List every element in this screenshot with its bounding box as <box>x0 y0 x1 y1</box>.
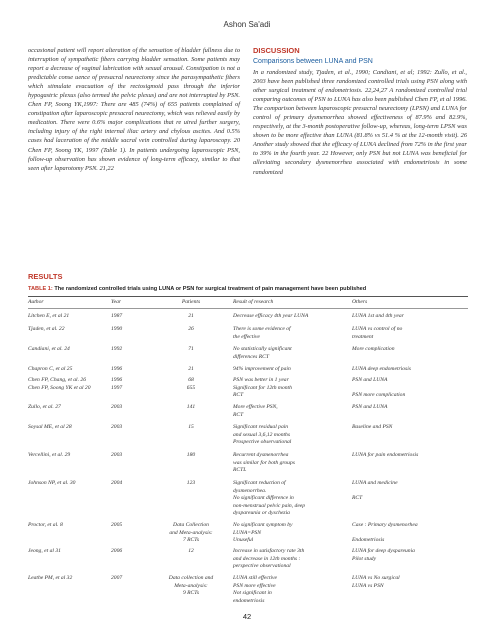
table-caption <box>28 286 468 292</box>
cell-patients: 21 <box>188 313 194 319</box>
discussion-heading: DISCUSSION <box>253 46 300 55</box>
cell-others: LUNA vs control of no treatment <box>352 326 403 340</box>
cell-others: LUNA 1st and 4th year <box>352 313 404 319</box>
cell-patients: 21 <box>188 366 194 372</box>
cell-year: 1996 1997 <box>111 377 123 391</box>
cell-year: 2003 <box>111 452 123 458</box>
cell-author: Tjaden, et al. 22 <box>28 326 65 332</box>
discussion-subheading: Comparisons between LUNA and PSN <box>253 58 373 65</box>
cell-result: Decrease efficacy 4th year LUNA <box>233 313 309 319</box>
table-header-result: Result of research <box>233 299 274 305</box>
cell-year: 2007 <box>111 575 123 581</box>
table-caption-text: The randomized controlled trials using LUNA or PSN for surgical treatment of pain management have been published <box>54 286 367 292</box>
cell-others: Case : Primary dysmenorhea Endometriosis <box>352 522 418 544</box>
running-header: Ashon Sa'adi <box>223 20 271 29</box>
cell-result: PSN was better in 1 year Significant for 12th month RCT <box>233 377 292 399</box>
cell-author: Proctor, et al. 8 <box>28 522 63 528</box>
cell-patients: 26 <box>188 326 194 332</box>
cell-result: No significant symptom by LUNA=PSN Unuseful <box>233 522 293 544</box>
cell-year: 2003 <box>111 404 123 410</box>
cell-result: 94% improvement of pain <box>233 366 291 372</box>
cell-patients: 180 <box>186 452 196 458</box>
cell-author: Zullo, et al. 27 <box>28 404 61 410</box>
cell-result: Increase in satisfactory rate 3th and decrease in 12th months : perspective observational <box>233 548 305 570</box>
cell-author: Soysal ME, et al 28 <box>28 424 72 430</box>
cell-result: There is some evidence of the effective <box>233 326 291 340</box>
table-header-author: Author <box>28 299 44 305</box>
table-label: TABLE 1: <box>28 286 53 292</box>
cell-result: Significant reduction of dysmenorrhea. No significant difference in non-menstrual pelvic pain, deep dyspareunia or dyschezia <box>233 480 306 517</box>
cell-author: Chen FP, Chang, et al. 26 Chen FP, Soong YK et al 20 <box>28 377 91 391</box>
right-column <box>253 46 467 177</box>
cell-year: 1992 <box>111 346 123 352</box>
cell-others: More complication <box>352 346 395 352</box>
cell-year: 1987 <box>111 313 123 319</box>
cell-patients: 12 <box>188 548 194 554</box>
cell-others: LUNA for deep dyspareunia Pilot study <box>352 548 415 562</box>
cell-patients: 71 <box>188 346 194 352</box>
cell-others: LUNA and medicine RCT <box>352 480 398 502</box>
cell-others: LUNA deep endometriosis <box>352 366 411 372</box>
cell-patients: 123 <box>186 480 196 486</box>
table-header-year: Year <box>111 299 122 305</box>
cell-others: PSN and LUNA PSN more complication <box>352 377 406 399</box>
cell-others: Baseline and PSN <box>352 424 393 430</box>
cell-author: Candiani, et al. 24 <box>28 346 70 352</box>
cell-author: Leathe PM, et al 32 <box>28 575 73 581</box>
table-header-others: Others <box>352 299 368 305</box>
left-column <box>28 46 240 173</box>
cell-year: 2005 <box>111 522 123 528</box>
cell-patients: Data collection and Meta-analysis: 9 RCTs <box>168 575 214 597</box>
cell-others: PSN and LUNA <box>352 404 388 410</box>
cell-author: Chapron C, et al 25 <box>28 366 73 372</box>
cell-year: 2004 <box>111 480 123 486</box>
cell-author: Johnson NP, et al. 30 <box>28 480 76 486</box>
cell-author: Jeong, et al 31 <box>28 548 61 554</box>
cell-others: LUNA for pain endometriosis <box>352 452 419 458</box>
cell-patients: 15 <box>188 424 194 430</box>
cell-result: More effective PSN, RCT <box>233 404 278 418</box>
cell-patients: Data Collection and Meta-analysis: 7 RCTs <box>169 522 213 544</box>
table-header-patients: Patients <box>181 299 201 305</box>
table-header-rule <box>28 308 468 309</box>
cell-author: Vercellini, et al. 29 <box>28 452 71 458</box>
cell-year: 1990 <box>111 326 123 332</box>
table-top-rule <box>28 296 468 297</box>
cell-others: LUNA vs No surgical LUNA vs PSN <box>352 575 400 589</box>
page-number: 42 <box>242 612 252 621</box>
cell-patients: 141 <box>186 404 196 410</box>
cell-result: Recurrent dysmenorrhea was similar for both groups RCTL <box>233 452 295 474</box>
cell-year: 1996 <box>111 366 123 372</box>
cell-author: Litchen E, et al 21 <box>28 313 70 319</box>
cell-year: 2006 <box>111 548 123 554</box>
results-heading: RESULTS <box>28 272 63 281</box>
cell-patients: 68 655 <box>186 377 196 391</box>
cell-year: 2003 <box>111 424 123 430</box>
cell-result: LUNA still effective PSN more effective Not significant in endometriosis <box>233 575 278 604</box>
cell-result: No statistically significant differences RCT <box>233 346 292 360</box>
cell-result: Significant residual pain and sexual 3,6,12 months Prospective observational <box>233 424 292 446</box>
right-column-text: In a randomized study, Tjaden, et al., 1990; Candiani, et al; 1992: Zullo, et al., 2003 have been published three randomized controlled trials using PSN along with other surgical treatment of endometriosis. 22,24,27 A randomized controlled trial comparing outcomes of PSN to LUNA has also been published Chen FP, et al 1996. The comparison between laparoscopic presacral neurectomy (LPSN) and LUNA for control of primary dysmenorrhea showed effectiveness of 87.9% and 82.9%, respectively, at the 3-month postoperative follow-up, whereas, long-term LPSN was shown to be more effective than LUNA (81.8% vs 51.4 % at the 12-month visit). 26 Another study showed that the efficacy of LUNA declined from 72% in the first year to 39% in the fourth year. 22 However, only PSN but not LUNA was beneficial for alleviating secondary dysmenorrhea associated with endometriosis in some randomized <box>253 69 467 176</box>
left-column-text: occasional patient will report alteration of the sensation of bladder fullness due to interruption of sympathetic fibers carrying bladder sensation. Some patients may report a decrease of vaginal lubrication with sexual arousal. Constipation is not a predictable conse uence of presacral neurectomy since the parasympathetic fibers which stimulate evacuation of the rectosigmoid pass through the inferior hypogastric plexus (also termed the pelvic plexus) and are not interrupted by PSN. Chen FP, Soong YK,1997: There are 485 (74%) of 655 patients complained of constipation after laparoscopic presacral neurectomy, which was relieved easily by medication. There were 0.6% major complications that re uired further surgery, including injury of the right internal iliac artery and chylous ascites. And 0.5% cases had laceration of the middle sacral vein controlled during laparoscopy. 20 Chen FP, Soong YK, 1997 (Table 1). In patients undergoing laparoscopic PSN, follow-up observation has shown evidence of long-term efficacy, similar to that seen after laparotomy PSN. 21,22 <box>28 47 240 172</box>
